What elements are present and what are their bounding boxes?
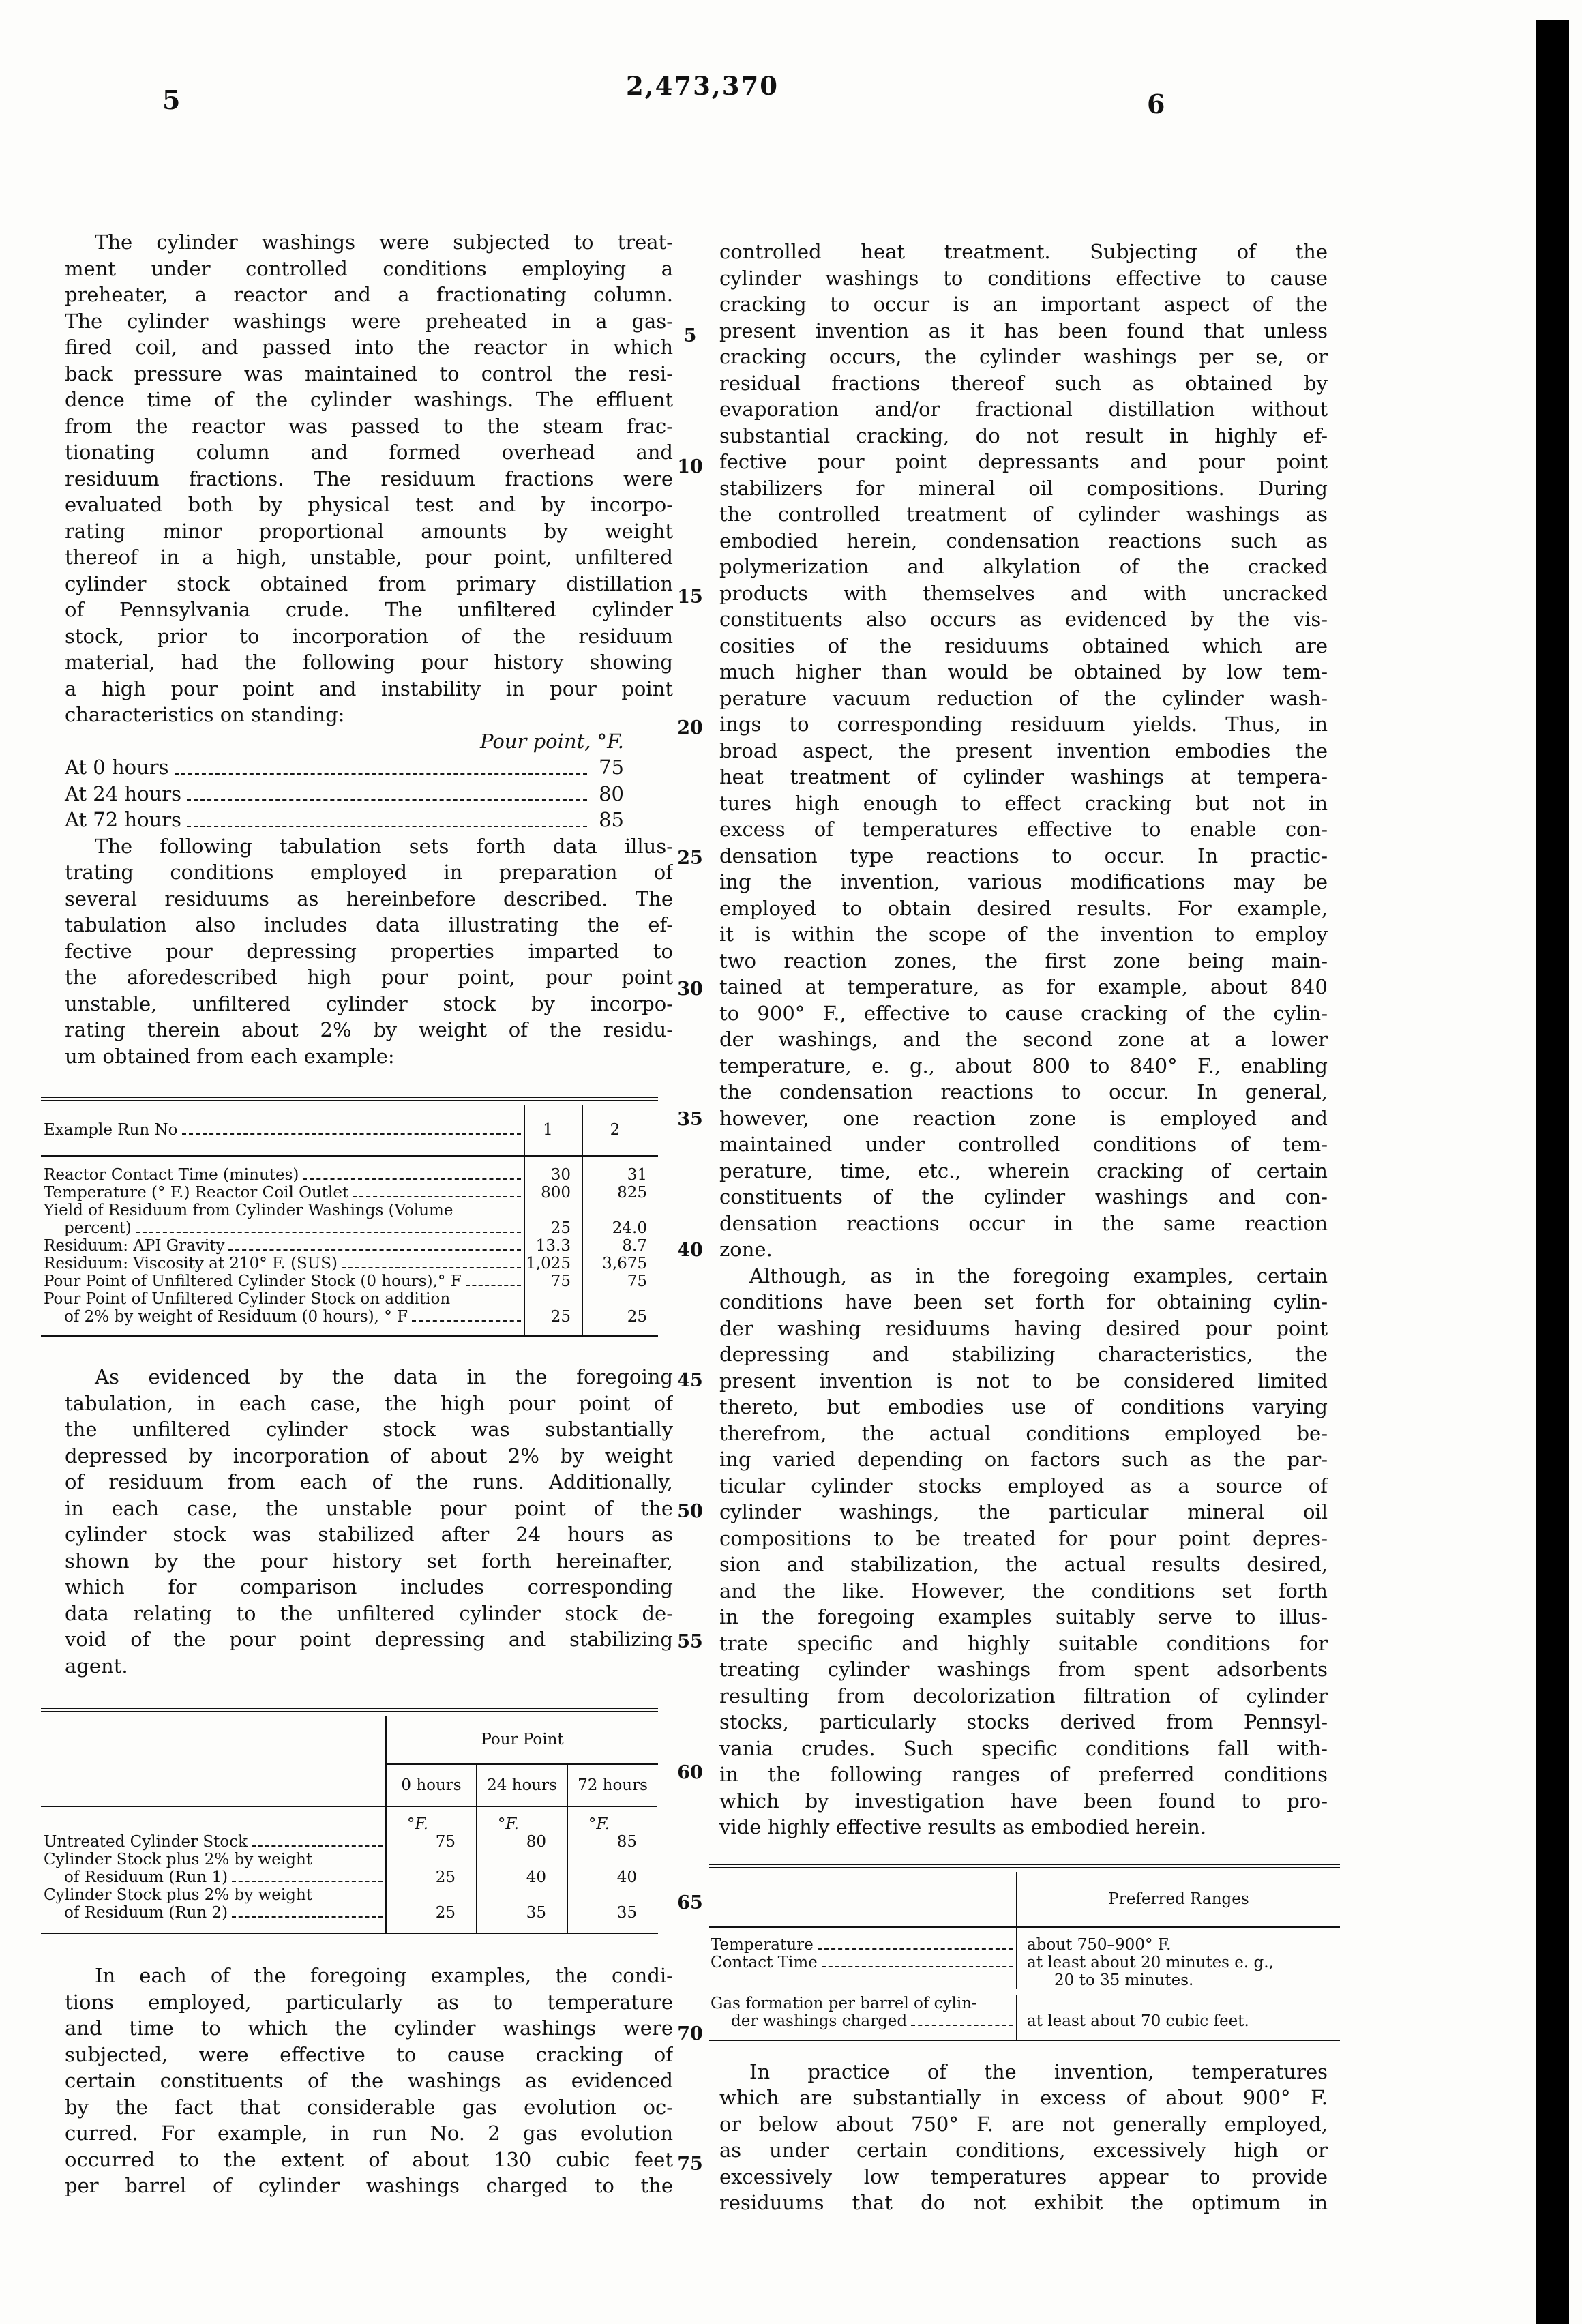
pour-history-unit-header: Pour point, °F. — [480, 729, 624, 753]
text-line: The following tabulation sets forth data illus- — [95, 834, 673, 858]
cell: 25 — [582, 1290, 658, 1335]
text-line: in the foregoing examples suitably serve to illus- — [719, 1605, 1328, 1628]
dotted-leader — [232, 1881, 383, 1882]
table-row — [41, 1272, 658, 1290]
text-line: fective pour depressing properties imparted to — [65, 939, 673, 963]
paragraph — [65, 833, 673, 1070]
list-value: 75 — [599, 756, 624, 779]
text-line: which by investigation have been found to pro- — [719, 1789, 1328, 1813]
text-line: shown by the pour history set forth hereinafter, — [65, 1549, 673, 1573]
cell: 75 — [582, 1272, 658, 1290]
cell: 24.0 — [582, 1202, 658, 1237]
row-label: Untreated Cylinder Stock — [44, 1833, 248, 1851]
column-header: 72 hours — [567, 1765, 657, 1807]
column-header: 2 — [582, 1105, 658, 1157]
text-line: trating conditions employed in preparation of — [65, 861, 673, 884]
table-row — [41, 1184, 658, 1202]
text-line: cracking occurs, the cylinder washings per se, or — [719, 345, 1328, 368]
dotted-leader — [252, 1845, 383, 1847]
row-label: Yield of Residuum from Cylinder Washings (Volume — [44, 1202, 453, 1219]
text-line: the unfiltered cylinder stock was substantially — [65, 1418, 673, 1441]
column-number-right: 6 — [1147, 89, 1165, 119]
cell: 31 — [582, 1157, 658, 1184]
text-line: der washings, and the second zone at a lower — [719, 1028, 1328, 1051]
dotted-leader — [228, 1249, 521, 1251]
cell: 25 — [524, 1202, 582, 1237]
text-line: tained at temperature, as for example, about 840 — [719, 975, 1328, 998]
column-number-left: 5 — [162, 85, 181, 115]
text-line: resulting from decolorization filtration of cylinder — [719, 1684, 1328, 1708]
text-line: of Pennsylvania crude. The unfiltered cylinder — [65, 598, 673, 621]
text-line: per barrel of cylinder washings charged to the — [65, 2174, 673, 2197]
line-number: 20 — [677, 717, 703, 739]
text-line: two reaction zones, the first zone being main- — [719, 949, 1328, 972]
text-line: heat treatment of cylinder washings at tempera- — [719, 765, 1328, 788]
row-label: of 2% by weight of Residuum (0 hours), ° F — [64, 1308, 408, 1326]
text-line: residuum fractions. The residuum fractions were — [65, 466, 673, 490]
line-number: 30 — [677, 978, 703, 1000]
text-line: tabulation, in each case, the high pour point of — [65, 1391, 673, 1415]
text-line: the condensation reactions to occur. In general, — [719, 1080, 1328, 1103]
row-label: Temperature — [711, 1935, 814, 1954]
text-line: trate specific and highly suitable conditions for — [719, 1631, 1328, 1655]
text-line: constituents of the cylinder washings and con- — [719, 1185, 1328, 1208]
text-line: controlled heat treatment. Subjecting of the — [719, 240, 1328, 263]
line-number: 15 — [677, 586, 703, 608]
table-row — [709, 1928, 1340, 1954]
dotted-leader — [822, 1966, 1013, 1967]
row-label: Temperature (° F.) Reactor Coil Outlet — [44, 1184, 349, 1202]
column-5 — [44, 229, 673, 2199]
dotted-leader — [342, 1267, 521, 1268]
table-header-row — [41, 1105, 658, 1157]
dotted-leader — [466, 1285, 521, 1286]
text-line: ticular cylinder stocks employed as a source of — [719, 1474, 1328, 1498]
text-line: ment under controlled conditions employing a — [65, 256, 673, 280]
text-line: evaporation and/or fractional distillation without — [719, 398, 1328, 421]
dotted-leader — [232, 1916, 383, 1918]
cell: 825 — [582, 1184, 658, 1202]
column-header: Preferred Ranges — [1016, 1872, 1340, 1928]
unit-cell: °F. — [385, 1807, 476, 1833]
text-line: cosities of the residuums obtained which are — [719, 634, 1328, 657]
column-header: 24 hours — [476, 1765, 567, 1807]
list-label: At 0 hours — [65, 756, 169, 779]
text-line: in each case, the unstable pour point of the — [65, 1496, 673, 1520]
text-line: to 900° F., effective to cause cracking of the cylin- — [719, 1001, 1328, 1025]
text-line: unstable, unfiltered cylinder stock by incorpo- — [65, 992, 673, 1015]
cell: 25 — [385, 1851, 476, 1886]
cell: 25 — [385, 1886, 476, 1933]
text-line: densation reactions occur in the same reaction — [719, 1211, 1328, 1235]
row-label: of Residuum (Run 1) — [64, 1868, 228, 1886]
cell: 1,025 — [524, 1255, 582, 1272]
table-rule — [709, 1865, 1340, 1868]
dotted-leader — [412, 1320, 521, 1322]
text-line: tures high enough to effect cracking but not in — [719, 791, 1328, 815]
text-line: perature vacuum reduction of the cylinder wash- — [719, 686, 1328, 710]
text-line: depressed by incorporation of about 2% by weight — [65, 1444, 673, 1468]
text-line: a high pour point and instability in pour point — [65, 676, 673, 700]
text-line: zone. — [719, 1238, 773, 1261]
text-line: tionating column and formed overhead and — [65, 441, 673, 464]
text-line: The cylinder washings were subjected to treat- — [95, 230, 673, 254]
row-label: Cylinder Stock plus 2% by weight — [44, 1886, 312, 1904]
cell-line: 20 to 35 minutes. — [1054, 1971, 1194, 1989]
text-line: however, one reaction zone is employed and — [719, 1106, 1328, 1130]
column-header: 1 — [524, 1105, 582, 1157]
text-line: conditions have been set forth for obtaining cylin- — [719, 1290, 1328, 1313]
patent-number: 2,473,370 — [626, 71, 779, 101]
list-value: 80 — [599, 781, 624, 805]
text-line: several residuums as hereinbefore described. The — [65, 887, 673, 910]
text-line: material, had the following pour history showing — [65, 651, 673, 674]
text-line: fective pour point depressants and pour point — [719, 450, 1328, 473]
gutter-line-numbers — [668, 325, 712, 2175]
text-line: In each of the foregoing examples, the condi- — [95, 1964, 673, 1987]
cell: 85 — [567, 1833, 657, 1851]
text-line: excess of temperatures effective to enable con- — [719, 818, 1328, 841]
text-line: cracking to occur is an important aspect of the — [719, 293, 1328, 316]
span-header: Pour Point — [385, 1716, 658, 1765]
text-line: stock, prior to incorporation of the residuum — [65, 624, 673, 648]
table-row — [41, 1237, 658, 1255]
paragraph — [65, 1963, 673, 2199]
text-line: residual fractions thereof such as obtained by — [719, 371, 1328, 395]
text-line: data relating to the unfiltered cylinder stock de- — [65, 1601, 673, 1625]
table-rule — [41, 1709, 658, 1712]
cell: 8.7 — [582, 1237, 658, 1255]
paragraph — [65, 229, 673, 728]
text-line: curred. For example, in run No. 2 gas evolution — [65, 2121, 673, 2145]
text-line: or below about 750° F. are not generally employed, — [719, 2112, 1328, 2136]
text-line: Although, as in the foregoing examples, certain — [749, 1264, 1328, 1287]
cell — [1016, 1954, 1340, 1989]
line-number: 55 — [677, 1631, 703, 1652]
line-number: 35 — [677, 1109, 703, 1130]
pour-point-table — [41, 1708, 658, 1934]
text-line: treating cylinder washings from spent adsorbents — [719, 1658, 1328, 1681]
text-line: cylinder washings, the particular mineral oil — [719, 1500, 1328, 1523]
text-line: the controlled treatment of cylinder washings as — [719, 503, 1328, 526]
cell: at least about 70 cubic feet. — [1016, 1995, 1340, 2040]
list-label: At 72 hours — [65, 808, 181, 831]
dotted-leader — [818, 1948, 1013, 1950]
dotted-leader — [353, 1196, 521, 1197]
cell: 80 — [476, 1833, 567, 1851]
table-row — [41, 1833, 658, 1851]
text-line: by the fact that considerable gas evolution oc- — [65, 2095, 673, 2119]
text-line: As evidenced by the data in the foregoing — [95, 1365, 673, 1388]
text-line: back pressure was maintained to control the resi- — [65, 361, 673, 385]
text-line: of residuum from each of the runs. Additionally, — [65, 1470, 673, 1493]
text-line: preheater, a reactor and a fractionating column. — [65, 283, 673, 306]
list-label: At 24 hours — [65, 781, 181, 805]
column-header: 0 hours — [385, 1765, 476, 1807]
paragraph — [719, 1263, 1328, 1841]
text-line: dence time of the cylinder washings. The effluent — [65, 388, 673, 411]
text-line: as under certain conditions, excessively high or — [719, 2139, 1328, 2162]
list-item — [65, 807, 624, 833]
line-number: 70 — [677, 2023, 703, 2044]
header-label — [41, 1105, 524, 1157]
cell: 35 — [567, 1886, 657, 1933]
line-number: 40 — [677, 1239, 703, 1261]
table-header-row — [709, 1872, 1340, 1928]
cell: about 750–900° F. — [1016, 1928, 1340, 1954]
text-line: certain constituents of the washings as evidenced — [65, 2069, 673, 2092]
cell: 35 — [476, 1886, 567, 1933]
line-number: 50 — [677, 1500, 703, 1522]
text-line: present invention as it has been found that unless — [719, 318, 1328, 342]
cell: 3,675 — [582, 1255, 658, 1272]
unit-cell: °F. — [567, 1807, 657, 1833]
cell: 40 — [567, 1851, 657, 1886]
scan-artifact-bar — [1536, 20, 1569, 2324]
line-number: 65 — [677, 1892, 703, 1913]
line-number: 25 — [677, 848, 703, 869]
text-line: occurred to the extent of about 130 cubic feet — [65, 2147, 673, 2171]
text-line: which for comparison includes corresponding — [65, 1575, 673, 1598]
text-line: characteristics on standing: — [65, 703, 345, 726]
text-line: much higher than would be obtained by low tem- — [719, 660, 1328, 683]
row-label: der washings charged — [731, 2012, 908, 2030]
text-line: vide highly effective results as embodied herein. — [719, 1815, 1207, 1838]
text-line: in the following ranges of preferred conditions — [719, 1763, 1328, 1786]
header-label-text: Example Run No — [44, 1121, 178, 1139]
line-number: 5 — [683, 325, 697, 346]
text-line: void of the pour point depressing and stabilizing — [65, 1628, 673, 1651]
text-line: evaluated both by physical test and by incorpo- — [65, 493, 673, 516]
text-line: from the reactor was passed to the steam frac- — [65, 414, 673, 438]
text-line: um obtained from each example: — [65, 1044, 395, 1068]
text-line: subjected, were effective to cause cracking of — [65, 2042, 673, 2066]
text-line: tions employed, particularly as to temperature — [65, 1990, 673, 2014]
row-label: Reactor Contact Time (minutes) — [44, 1166, 299, 1184]
text-line: constituents also occurs as evidenced by the vis- — [719, 608, 1328, 631]
row-label: Contact Time — [711, 1953, 818, 1971]
preferred-ranges-table — [709, 1864, 1340, 2041]
list-item — [65, 781, 624, 807]
table-row — [41, 1157, 658, 1184]
text-line: In practice of the invention, temperatures — [749, 2059, 1328, 2083]
list-value: 85 — [599, 808, 624, 831]
text-line: products with themselves and with uncracked — [719, 581, 1328, 605]
text-line: polymerization and alkylation of the cracked — [719, 555, 1328, 578]
text-line: and the like. However, the conditions set forth — [719, 1579, 1328, 1603]
text-line: perature, time, etc., wherein cracking of certain — [719, 1159, 1328, 1182]
text-line: therefrom, the actual conditions employed be- — [719, 1421, 1328, 1445]
row-label: percent) — [64, 1219, 132, 1237]
text-line: rating minor proportional amounts by weight — [65, 519, 673, 543]
text-line: depressing and stabilizing characteristics, the — [719, 1343, 1328, 1366]
table-row — [41, 1202, 658, 1237]
dotted-leader — [182, 1133, 521, 1135]
text-line: der washing residuums having desired pour point — [719, 1316, 1328, 1340]
text-line: the aforedescribed high pour point, pour point — [65, 966, 673, 989]
text-line: it is within the scope of the invention to employ — [719, 923, 1328, 946]
example-runs-table — [41, 1097, 658, 1337]
text-line: cylinder washings to conditions effective to cause — [719, 266, 1328, 290]
text-line: thereto, but embodies use of conditions varying — [719, 1395, 1328, 1418]
text-line: substantial cracking, do not result in highly ef- — [719, 423, 1328, 447]
cell: 30 — [524, 1157, 582, 1184]
table-header-row — [41, 1716, 658, 1765]
text-line: excessively low temperatures appear to provide — [719, 2164, 1328, 2188]
text-line: The cylinder washings were preheated in a gas- — [65, 309, 673, 333]
row-label: Residuum: API Gravity — [44, 1237, 225, 1255]
cell: 800 — [524, 1184, 582, 1202]
column-6 — [711, 239, 1328, 2216]
table-subheader-row — [41, 1765, 658, 1807]
paragraph — [719, 2059, 1328, 2216]
text-line: agent. — [65, 1654, 128, 1678]
text-line: temperature, e. g., about 800 to 840° F., enabling — [719, 1054, 1328, 1077]
cell: 75 — [385, 1833, 476, 1851]
row-label: Pour Point of Unfiltered Cylinder Stock on addition — [44, 1290, 451, 1308]
list-item — [65, 754, 624, 781]
line-number: 75 — [677, 2154, 703, 2175]
row-label: Residuum: Viscosity at 210° F. (SUS) — [44, 1255, 338, 1272]
line-number: 10 — [677, 456, 703, 477]
table-row — [709, 1954, 1340, 1989]
unit-row — [41, 1807, 658, 1833]
pour-history-list — [65, 728, 673, 833]
text-line: which are substantially in excess of about 900° F. — [719, 2086, 1328, 2109]
row-label: of Residuum (Run 2) — [64, 1904, 228, 1922]
row-label: Pour Point of Unfiltered Cylinder Stock (0 hours),° F — [44, 1272, 462, 1290]
paragraph — [65, 1364, 673, 1679]
table-row — [709, 1995, 1340, 2040]
dotted-leader — [911, 2025, 1013, 2026]
table-rule — [41, 1098, 658, 1101]
text-line: cylinder stock was stabilized after 24 hours as — [65, 1523, 673, 1546]
text-line: present invention is not to be considered limited — [719, 1369, 1328, 1392]
row-label: Cylinder Stock plus 2% by weight — [44, 1851, 312, 1868]
unit-cell: °F. — [476, 1807, 567, 1833]
text-line: sion and stabilization, the actual results desired, — [719, 1553, 1328, 1576]
table-row — [41, 1886, 658, 1933]
text-line: tabulation also includes data illustrating the ef- — [65, 913, 673, 936]
text-line: stabilizers for mineral oil compositions. During — [719, 476, 1328, 500]
dotted-leader — [187, 799, 587, 801]
text-line: ing varied depending on factors such as the par- — [719, 1448, 1328, 1471]
text-line: cylinder stock obtained from primary distillation — [65, 571, 673, 595]
text-line: embodied herein, condensation reactions such as — [719, 528, 1328, 552]
dotted-leader — [136, 1232, 521, 1233]
text-line: employed to obtain desired results. For example, — [719, 896, 1328, 920]
text-line: ings to corresponding residuum yields. Thus, in — [719, 713, 1328, 736]
text-line: ing the invention, various modifications may be — [719, 870, 1328, 893]
cell: 40 — [476, 1851, 567, 1886]
text-line: densation type reactions to occur. In practic- — [719, 844, 1328, 867]
dotted-leader — [187, 826, 587, 827]
text-line: maintained under controlled conditions of tem- — [719, 1133, 1328, 1156]
dotted-leader — [303, 1178, 521, 1180]
cell-line: at least about 20 minutes e. g., — [1027, 1953, 1274, 1971]
text-line: fired coil, and passed into the reactor in which — [65, 336, 673, 359]
paragraph — [719, 239, 1328, 1263]
text-line: thereof in a high, unstable, pour point, unfiltered — [65, 546, 673, 569]
text-line: residuums that do not exhibit the optimum in — [719, 2191, 1328, 2214]
text-line: vania crudes. Such specific conditions fall with- — [719, 1736, 1328, 1760]
cell: 75 — [524, 1272, 582, 1290]
text-line: and time to which the cylinder washings were — [65, 2016, 673, 2040]
text-line: rating therein about 2% by weight of the residu- — [65, 1018, 673, 1041]
text-line: compositions to be treated for pour point depres- — [719, 1526, 1328, 1550]
table-row — [41, 1851, 658, 1886]
text-line: stocks, particularly stocks derived from Pennsyl- — [719, 1710, 1328, 1733]
table-row — [41, 1290, 658, 1335]
row-label: Gas formation per barrel of cylin- — [711, 1994, 977, 2012]
line-number: 60 — [677, 1761, 703, 1783]
cell: 25 — [524, 1290, 582, 1335]
dotted-leader — [175, 773, 587, 775]
text-line: broad aspect, the present invention embodies the — [719, 739, 1328, 762]
cell: 13.3 — [524, 1237, 582, 1255]
line-number: 45 — [677, 1370, 703, 1391]
table-row — [41, 1255, 658, 1272]
